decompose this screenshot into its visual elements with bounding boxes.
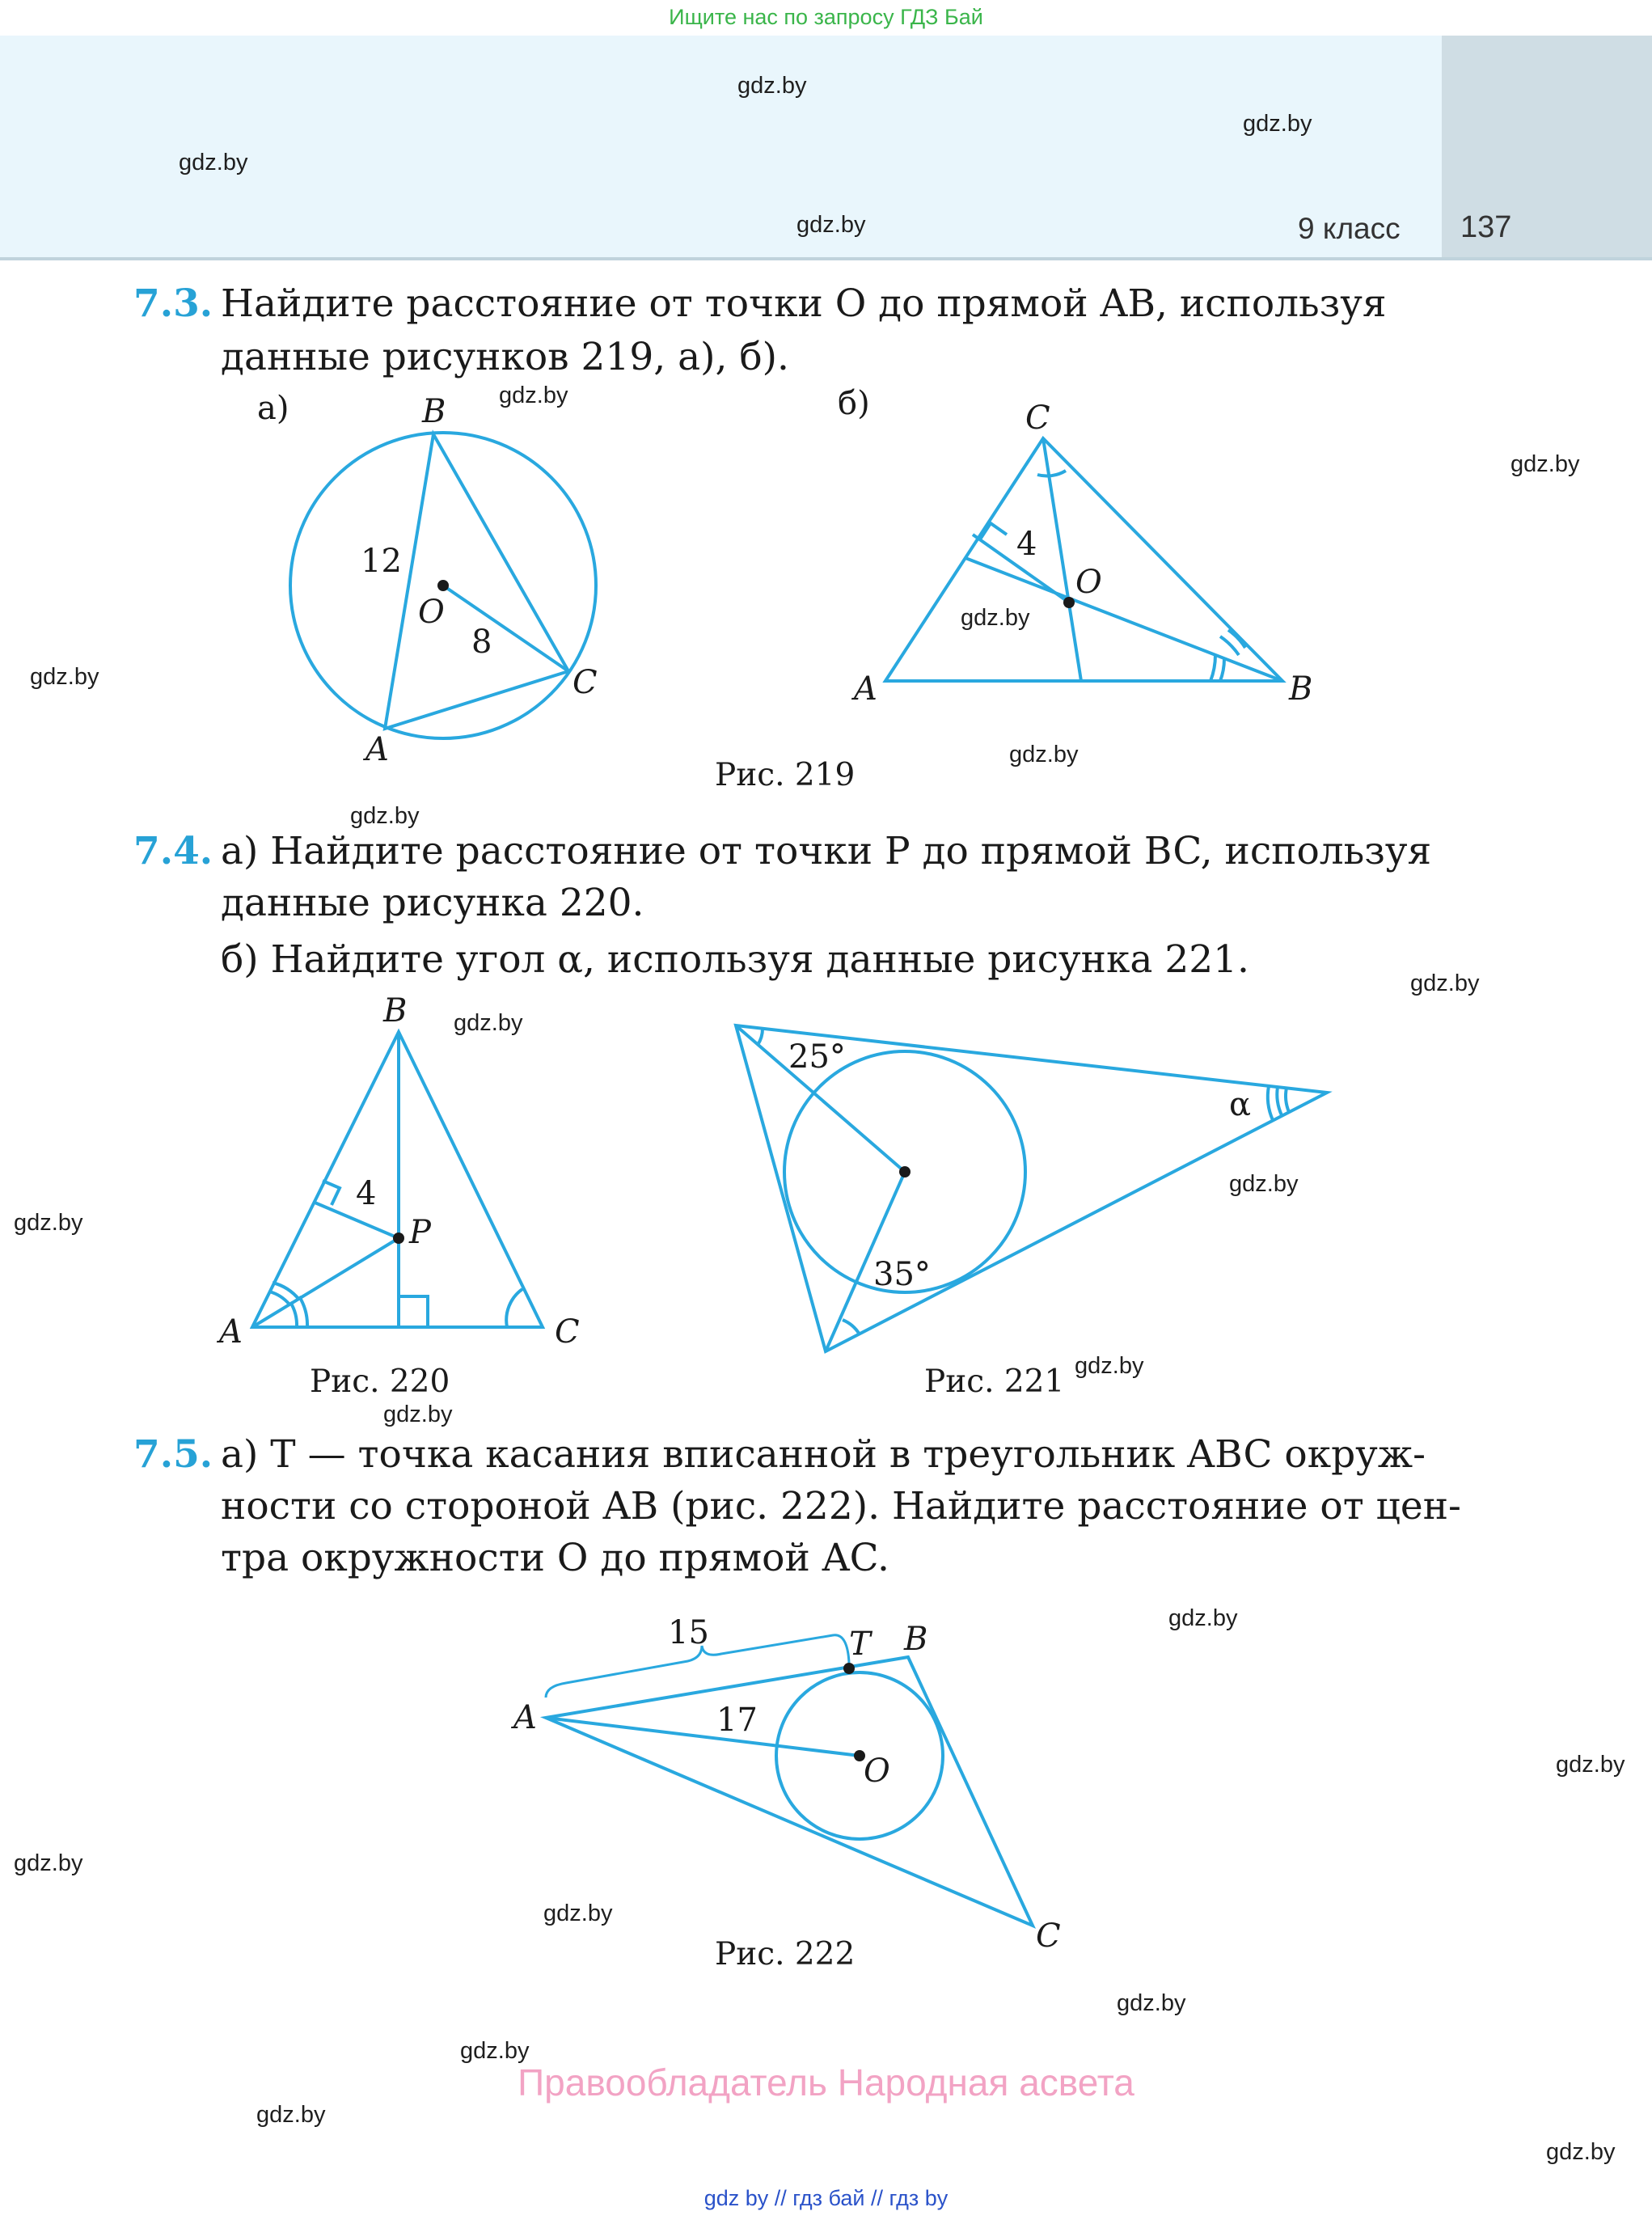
caption-fig221: Рис. 221 bbox=[924, 1364, 1065, 1400]
problem-7-5-text2: ности со стороной AB (рис. 222). Найдите расстояние от цен- bbox=[221, 1484, 1461, 1528]
watermark: gdz.by bbox=[1075, 1353, 1144, 1379]
problem-7-4-text1: а) Найдите расстояние от точки P до прямой BC, используя bbox=[221, 829, 1432, 873]
fig220-angle-arc bbox=[506, 1289, 522, 1327]
fig222-vertex-c: C bbox=[1036, 1917, 1061, 1955]
fig220-diagram bbox=[252, 1032, 543, 1327]
fig219a-vertex-b: B bbox=[422, 393, 446, 430]
copyright-notice: Правообладатель Народная асвета bbox=[518, 2061, 1134, 2103]
problem-7-3-text2: данные рисунков 219, а), б). bbox=[221, 335, 789, 379]
watermark: gdz.by bbox=[499, 383, 568, 408]
fig219a-vertex-c: C bbox=[572, 664, 598, 701]
watermark: gdz.by bbox=[454, 1010, 523, 1036]
fig219b-label: б) bbox=[838, 385, 870, 422]
problem-7-4-text2: данные рисунка 220. bbox=[221, 881, 644, 925]
fig222-point-t bbox=[843, 1663, 855, 1674]
top-banner[interactable]: Ищите нас по запросу ГДЗ Бай bbox=[669, 5, 983, 29]
fig219a-radius bbox=[443, 586, 568, 671]
watermark: gdz.by bbox=[383, 1402, 453, 1427]
problem-number: 7.5. bbox=[133, 1432, 213, 1477]
fig222-vertex-b: B bbox=[904, 1621, 928, 1658]
problem-7-5-text1: а) T — точка касания вписанной в треугольник ABC окруж- bbox=[221, 1432, 1426, 1477]
fig219b-angle-arc bbox=[1210, 655, 1215, 681]
problem-number: 7.3. bbox=[133, 281, 213, 326]
fig220-right-angle bbox=[323, 1181, 340, 1205]
watermark: gdz.by bbox=[1009, 742, 1079, 767]
fig221-center bbox=[899, 1166, 911, 1178]
watermark: gdz.by bbox=[179, 150, 248, 175]
watermark: gdz.by bbox=[1546, 2139, 1616, 2165]
fig219b-vertex-c: C bbox=[1025, 400, 1050, 437]
bottom-links[interactable]: gdz by // гдз бай // гдз by bbox=[703, 2186, 949, 2210]
fig219a-radius-length: 8 bbox=[471, 624, 492, 661]
watermark: gdz.by bbox=[737, 73, 807, 99]
fig220-angle-arc bbox=[299, 1296, 307, 1327]
fig219a-vertex-a: A bbox=[365, 731, 389, 768]
fig220-vertex-a: A bbox=[219, 1313, 243, 1351]
fig221-angle-arc bbox=[1268, 1086, 1273, 1120]
fig220-distance: 4 bbox=[356, 1175, 377, 1212]
watermark: gdz.by bbox=[256, 2102, 326, 2128]
watermark: gdz.by bbox=[1168, 1605, 1238, 1631]
watermark: gdz.by bbox=[460, 2038, 530, 2064]
fig220-angle-arc bbox=[273, 1283, 299, 1300]
fig219b-distance: 4 bbox=[1016, 526, 1037, 563]
fig219a-side-length: 12 bbox=[361, 543, 402, 580]
fig219b-angle-arc bbox=[1220, 636, 1239, 655]
watermark: gdz.by bbox=[14, 1210, 83, 1236]
watermark: gdz.by bbox=[543, 1901, 613, 1926]
fig219b-triangle bbox=[885, 438, 1282, 681]
caption-fig219: Рис. 219 bbox=[715, 757, 856, 793]
problem-7-4-text3: б) Найдите угол α, используя данные рисунка 221. bbox=[221, 937, 1249, 982]
fig219b-angle-arc bbox=[1220, 659, 1224, 681]
fig221-angle-alpha: α bbox=[1229, 1086, 1252, 1123]
fig219a-label: а) bbox=[257, 390, 289, 427]
watermark: gdz.by bbox=[1243, 111, 1312, 137]
fig221-angle-35: 35° bbox=[873, 1256, 931, 1293]
fig222-diagram bbox=[546, 1635, 1033, 1926]
fig220-point-p-label: P bbox=[409, 1214, 431, 1251]
fig222-length-ao: 17 bbox=[716, 1702, 758, 1739]
fig219a-triangle bbox=[385, 434, 568, 729]
fig222-point-o-label: O bbox=[864, 1753, 890, 1790]
fig221-angle-arc bbox=[843, 1320, 860, 1334]
fig220-vertex-c: C bbox=[555, 1313, 580, 1351]
fig221-angle-arc bbox=[758, 1029, 763, 1045]
watermark: gdz.by bbox=[961, 605, 1030, 631]
watermark: gdz.by bbox=[1229, 1171, 1299, 1197]
fig222-point-t-label: T bbox=[849, 1626, 871, 1663]
caption-fig222: Рис. 222 bbox=[715, 1936, 856, 1972]
watermark: gdz.by bbox=[1117, 1990, 1186, 2016]
fig219b-bisector-b bbox=[965, 558, 1282, 681]
watermark: gdz.by bbox=[1410, 970, 1480, 996]
watermark: gdz.by bbox=[1556, 1752, 1625, 1778]
fig219b-point-o bbox=[1063, 597, 1075, 608]
caption-fig220: Рис. 220 bbox=[310, 1364, 450, 1400]
fig221-angle-arc bbox=[1286, 1088, 1289, 1112]
fig220-point-p bbox=[393, 1233, 404, 1244]
watermark: gdz.by bbox=[30, 664, 99, 690]
fig219b-right-angle bbox=[980, 523, 1007, 539]
fig222-length-at: 15 bbox=[668, 1614, 709, 1651]
fig222-triangle bbox=[546, 1657, 1033, 1926]
fig222-vertex-a: A bbox=[513, 1699, 537, 1736]
problem-7-5-text3: тра окружности O до прямой AC. bbox=[221, 1536, 889, 1580]
fig219a-point-o bbox=[437, 580, 449, 591]
problem-7-3-text1: Найдите расстояние от точки O до прямой AB, используя bbox=[221, 281, 1387, 326]
watermark: gdz.by bbox=[350, 803, 420, 829]
fig220-vertex-b: B bbox=[383, 992, 408, 1030]
page-number: 137 bbox=[1460, 210, 1512, 244]
fig219a-center-o: O bbox=[418, 594, 445, 631]
fig220-angle-arc bbox=[290, 1302, 297, 1327]
fig219b-diagram bbox=[885, 438, 1282, 681]
fig219b-point-o-label: O bbox=[1075, 564, 1102, 601]
fig219b-vertex-b: B bbox=[1289, 670, 1313, 708]
problem-number: 7.4. bbox=[133, 829, 213, 873]
watermark: gdz.by bbox=[796, 212, 866, 238]
fig220-angle-arc bbox=[269, 1292, 289, 1304]
watermark: gdz.by bbox=[1510, 451, 1580, 477]
watermark: gdz.by bbox=[14, 1850, 83, 1876]
fig220-right-angle bbox=[399, 1296, 428, 1327]
fig219b-vertex-a: A bbox=[854, 670, 877, 708]
fig221-angle-25: 25° bbox=[788, 1038, 846, 1076]
fig219b-angle-arc bbox=[1037, 471, 1066, 476]
fig221-angle-arc bbox=[1277, 1087, 1282, 1115]
grade-label: 9 класс bbox=[1298, 212, 1401, 245]
